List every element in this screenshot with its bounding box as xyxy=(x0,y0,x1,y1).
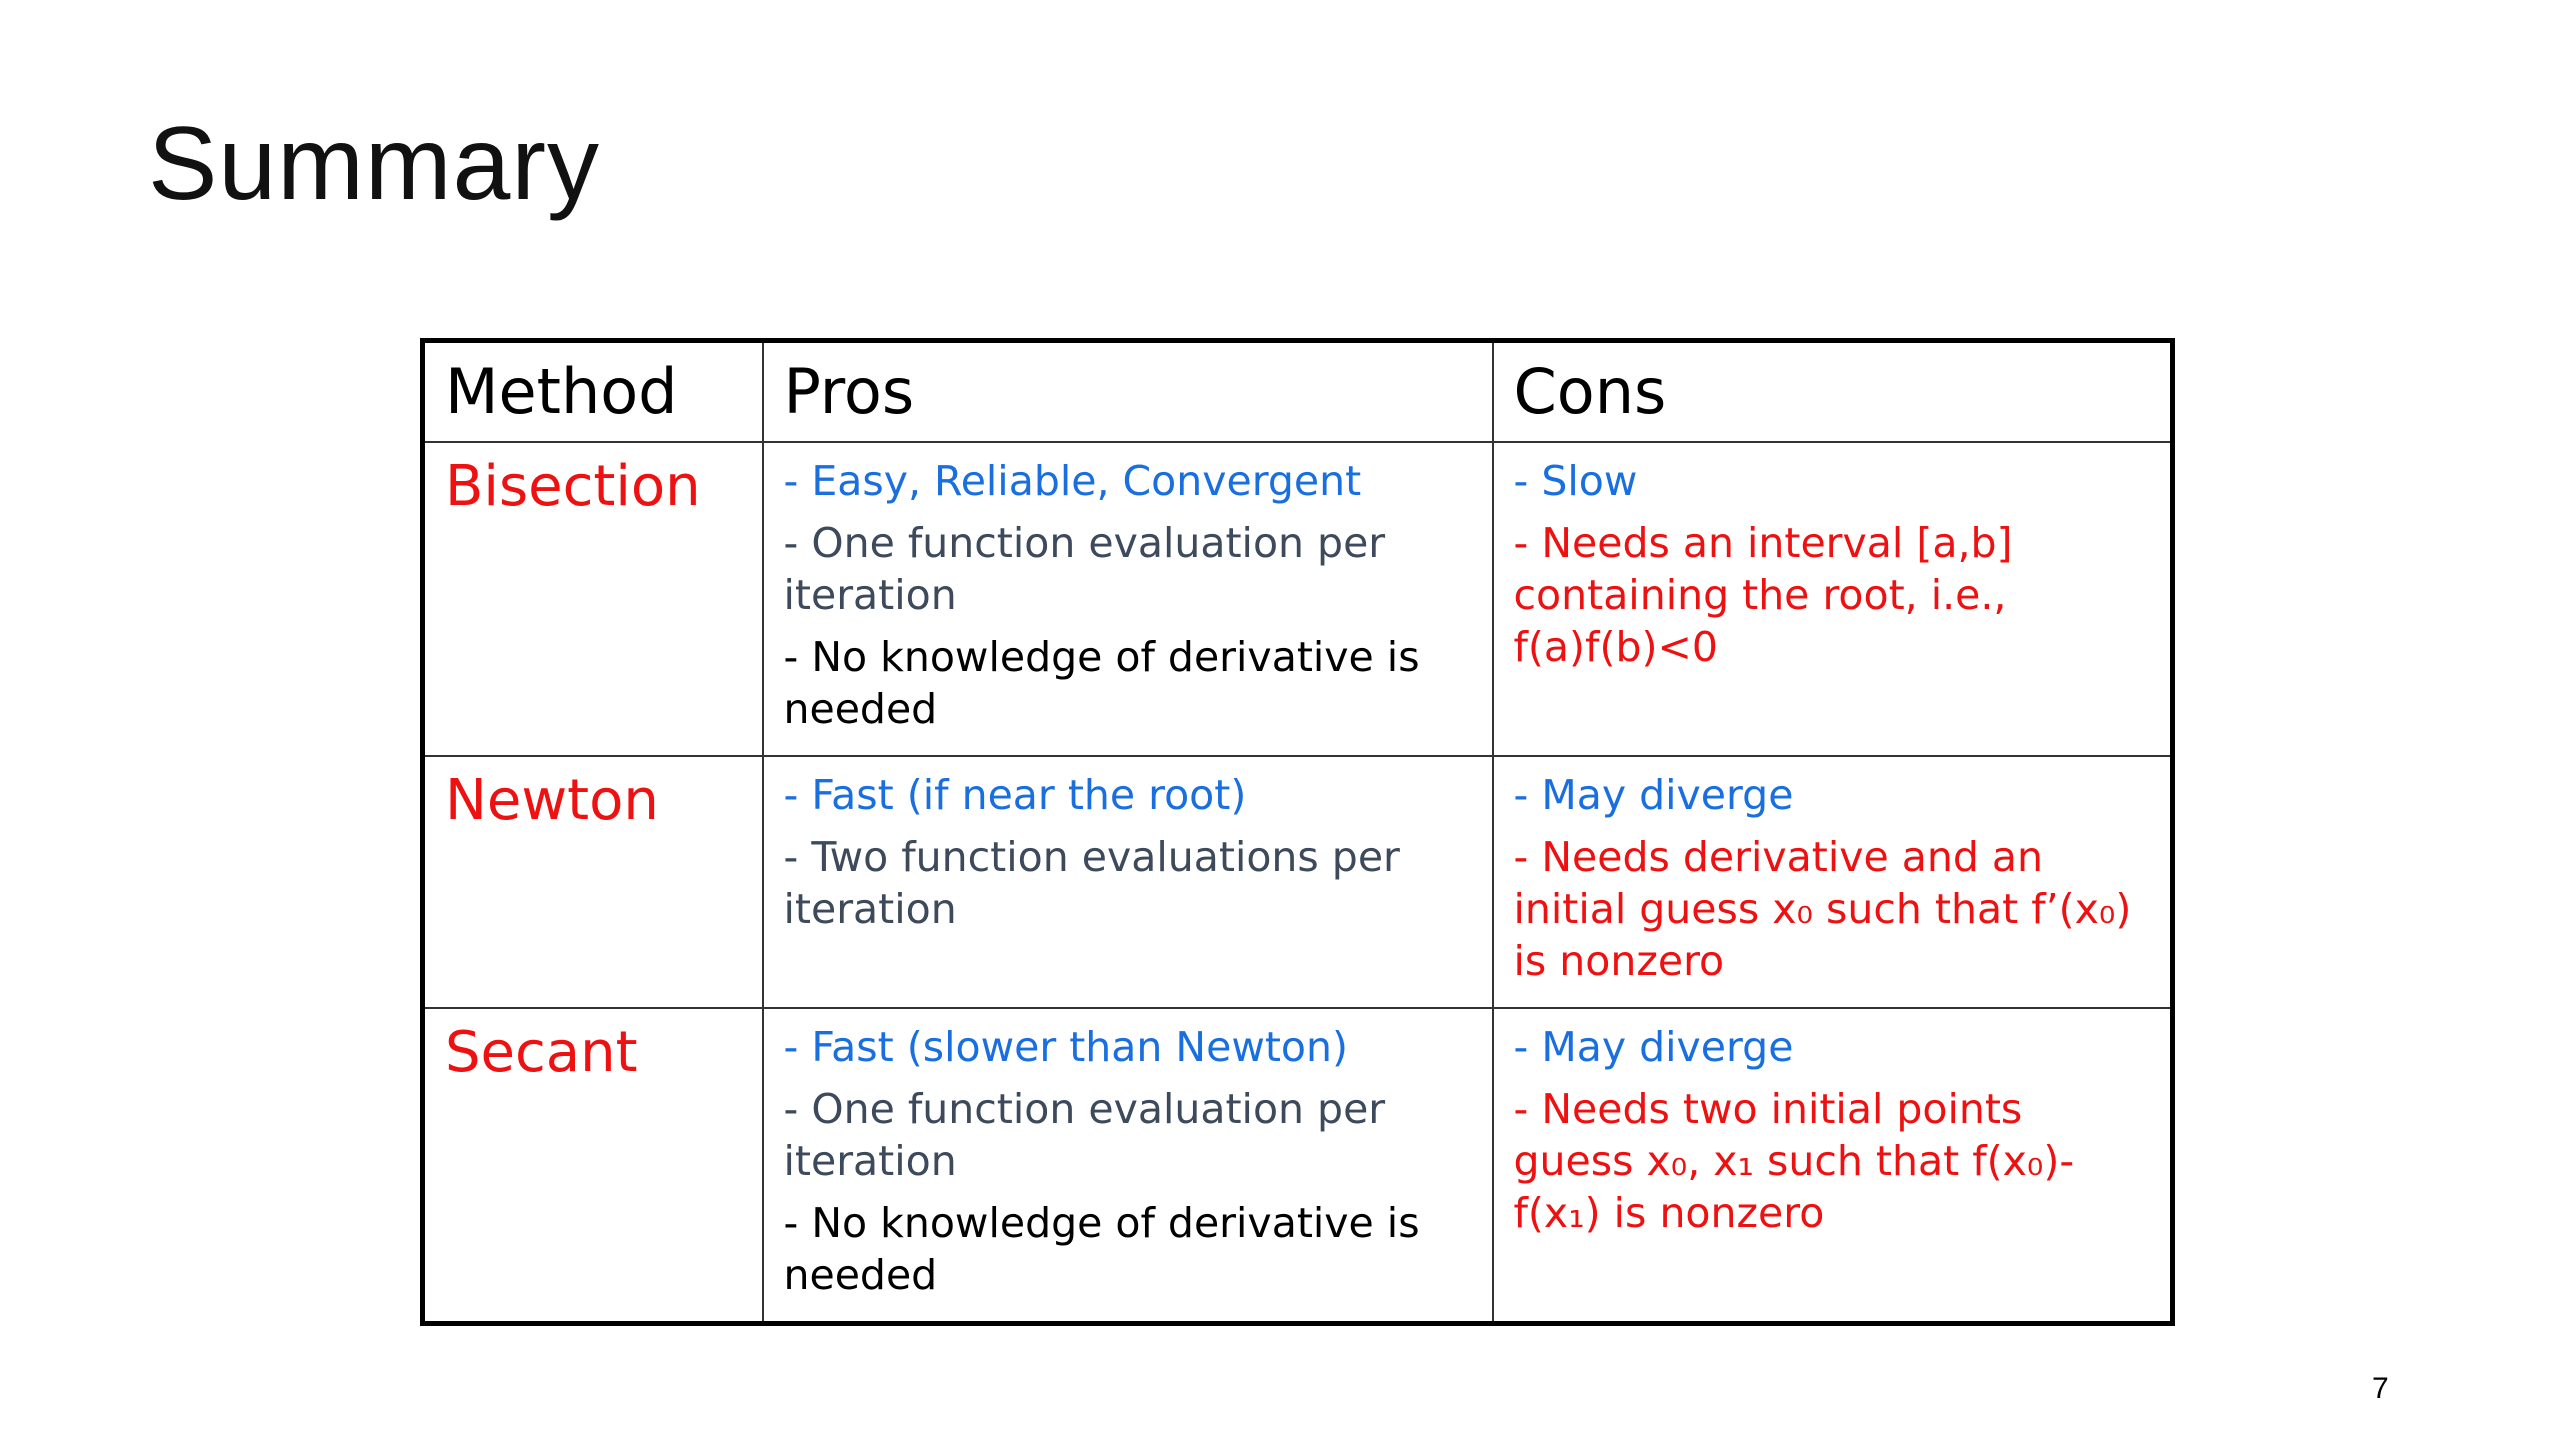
page-number: 7 xyxy=(2372,1372,2389,1405)
method-cell: Bisection xyxy=(423,442,763,756)
pros-cell xyxy=(763,756,1493,1008)
pros-item: - Easy, Reliable, Convergent xyxy=(783,456,1362,505)
cons-cell xyxy=(1493,756,2173,1008)
cons-item: - Slow xyxy=(1513,456,1638,505)
pros-item: - No knowledge of derivative is needed xyxy=(783,632,1420,733)
header-method: Method xyxy=(423,341,763,442)
cons-item: - May diverge xyxy=(1513,770,1794,819)
header-pros: Pros xyxy=(763,341,1493,442)
table-row xyxy=(423,756,2173,1008)
cons-item: - Needs derivative and an initial guess x₀ such that f’(x₀) is nonzero xyxy=(1513,832,2132,985)
pros-cell xyxy=(763,1008,1493,1324)
pros-item: - Fast (if near the root) xyxy=(783,770,1247,819)
pros-item: - One function evaluation per iteration xyxy=(783,518,1386,619)
slide-title: Summary xyxy=(148,106,600,222)
cons-item: - May diverge xyxy=(1513,1022,1794,1071)
pros-item: - Fast (slower than Newton) xyxy=(783,1022,1348,1071)
pros-cell xyxy=(763,442,1493,756)
pros-item: - Two function evaluations per iteration xyxy=(783,832,1400,933)
pros-item: - No knowledge of derivative is needed xyxy=(783,1198,1420,1299)
cons-item: - Needs two initial points guess x₀, x₁ such that f(x₀)- f(x₁) is nonzero xyxy=(1513,1084,2075,1237)
table-row xyxy=(423,442,2173,756)
cons-cell xyxy=(1493,1008,2173,1324)
pros-item: - One function evaluation per iteration xyxy=(783,1084,1386,1185)
table-header-row xyxy=(423,341,2173,442)
summary-table xyxy=(420,338,2175,1326)
cons-cell xyxy=(1493,442,2173,756)
method-cell: Secant xyxy=(423,1008,763,1324)
header-cons: Cons xyxy=(1493,341,2173,442)
method-cell: Newton xyxy=(423,756,763,1008)
table-row xyxy=(423,1008,2173,1324)
cons-item: - Needs an interval [a,b] containing the root, i.e., f(a)f(b)<0 xyxy=(1513,518,2013,671)
